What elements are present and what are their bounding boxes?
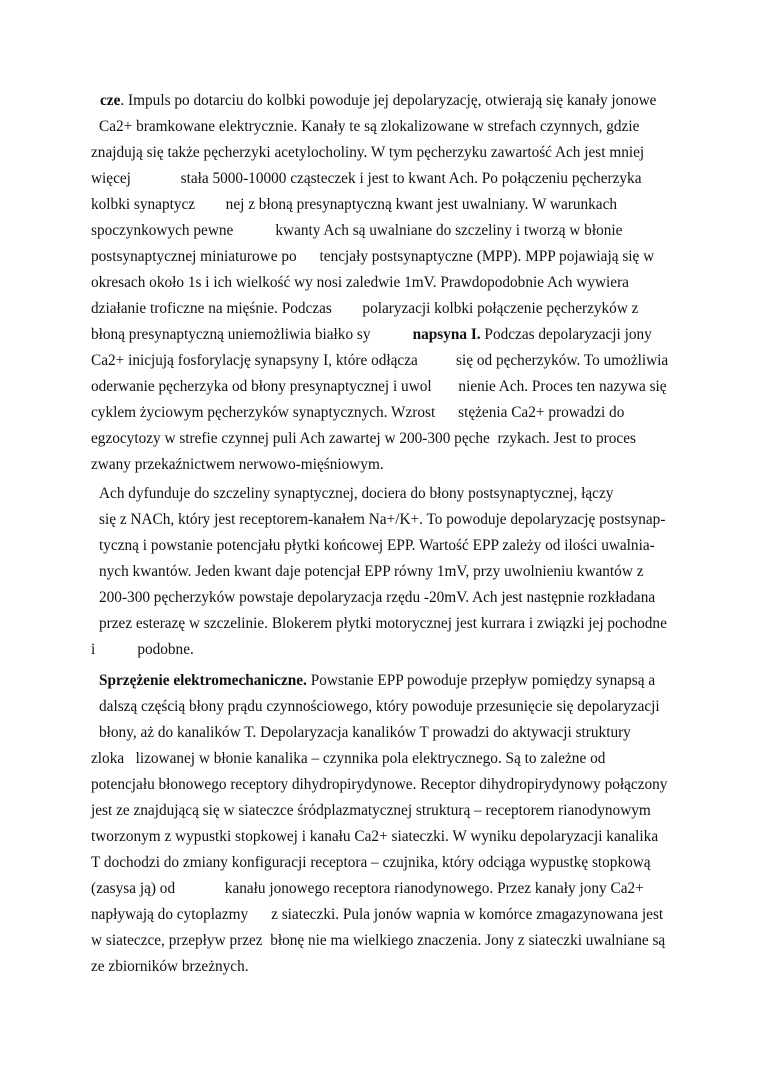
text-line: Ca2+ bramkowane elektrycznie. Kanały te są zlokalizowane w strefach czynnych, gdzie	[99, 118, 640, 135]
text-line: dalszą częścią błony prądu czynnościowego, który powoduje przesunięcie się depolaryzacji	[99, 698, 660, 715]
text-line: zloka lizowanej w błonie kanalika – czynnika pola elektrycznego. Są to zależne od	[91, 750, 606, 767]
bold-text: napsyna I.	[412, 326, 481, 343]
text-line: okresach około 1s i ich wielkość wy nosi zaledwie 1mV. Prawdopodobnie Ach wywiera	[91, 274, 629, 291]
text-line: przez esterazę w szczelinie. Blokerem płytki motorycznej jest kurrara i związki jej pochodne	[99, 615, 667, 632]
text-line: Ach dyfunduje do szczeliny synaptycznej, dociera do błony postsynaptycznej, łączy	[99, 485, 614, 502]
text-line: napływają do cytoplazmy z siateczki. Pula jonów wapnia w komórce zmagazynowana jest	[91, 906, 664, 923]
text-line	[100, 91, 656, 111]
line-text: Powstanie EPP powoduje przepływ pomiędzy synapsą a	[306, 672, 656, 689]
text-line: Ca2+ inicjują fosforylację synapsyny I, które odłącza się od pęcherzyków. To umożliwia	[91, 352, 669, 369]
text-line: spoczynkowych pewne kwanty Ach są uwalniane do szczeliny i tworzą w błonie	[91, 222, 623, 239]
text-line: więcej stała 5000-10000 cząsteczek i jest to kwant Ach. Po połączeniu pęcherzyka	[91, 170, 642, 187]
bold-text: cze	[100, 92, 121, 109]
text-line: oderwanie pęcherzyka od błony presynaptycznej i uwol nienie Ach. Proces ten nazywa się	[91, 378, 667, 395]
text-line: błony, aż do kanalików T. Depolaryzacja kanalików T prowadzi do aktywacji struktury	[99, 724, 631, 741]
text-line: cyklem życiowym pęcherzyków synaptycznych. Wzrost stężenia Ca2+ prowadzi do	[91, 404, 625, 421]
text-line: egzocytozy w strefie czynnej puli Ach zawartej w 200-300 pęche rzykach. Jest to proces	[91, 430, 636, 447]
text-line: tworzonym z wypustki stopkowej i kanału Ca2+ siateczki. W wyniku depolaryzacji kanalika	[91, 828, 659, 845]
line-text: Podczas depolaryzacji jony	[480, 326, 652, 343]
text-line: działanie troficzne na mięśnie. Podczas polaryzacji kolbki połączenie pęcherzyków z	[91, 300, 639, 317]
text-line: znajdują się także pęcherzyki acetylocholiny. W tym pęcherzyku zawartość Ach jest mniej	[91, 144, 645, 161]
text-line: 200-300 pęcherzyków powstaje depolaryzacja rzędu -20mV. Ach jest następnie rozkładana	[99, 589, 656, 606]
text-line: postsynaptycznej miniaturowe po tencjały postsynaptyczne (MPP). MPP pojawiają się w	[91, 248, 655, 265]
text-line: jest ze znajdującą się w siateczce śródplazmatycznej strukturą – receptorem rianodynowym	[91, 802, 651, 819]
text-line: nych kwantów. Jeden kwant daje potencjał EPP równy 1mV, przy uwolnieniu kwantów z	[99, 563, 644, 580]
text-line: zwany przekaźnictwem nerwowo-mięśniowym.	[91, 456, 384, 473]
text-line: kolbki synaptycz nej z błoną presynaptyczną kwant jest uwalniany. W warunkach	[91, 196, 618, 213]
text-line: ze zbiorników brzeżnych.	[91, 958, 249, 975]
text-line: T dochodzi do zmiany konfiguracji receptora – czujnika, który odciąga wypustkę stopkową	[91, 854, 651, 871]
text-line: (zasysa ją) od kanału jonowego receptora rianodynowego. Przez kanały jony Ca2+	[91, 880, 644, 897]
line-text: błoną presynaptyczną uniemożliwia białko sy	[91, 326, 413, 343]
text-line: potencjału błonowego receptory dihydropirydynowe. Receptor dihydropirydynowy połączony	[91, 776, 668, 793]
text-line	[99, 671, 655, 691]
section-heading: Sprzężenie elektromechaniczne.	[99, 672, 307, 689]
text-line: tyczną i powstanie potencjału płytki końcowej EPP. Wartość EPP zależy od ilości uwalnia-	[99, 537, 655, 554]
text-line: i podobne.	[91, 641, 194, 658]
text-line	[91, 325, 652, 345]
line-text: . Impuls po dotarciu do kolbki powoduje jej depolaryzację, otwierają się kanały jonowe	[120, 92, 657, 109]
text-line: się z NACh, który jest receptorem-kanałem Na+/K+. To powoduje depolaryzację postsynap-	[99, 511, 666, 528]
text-line: w siateczce, przepływ przez błonę nie ma wielkiego znaczenia. Jony z siateczki uwalniane są	[91, 932, 666, 949]
